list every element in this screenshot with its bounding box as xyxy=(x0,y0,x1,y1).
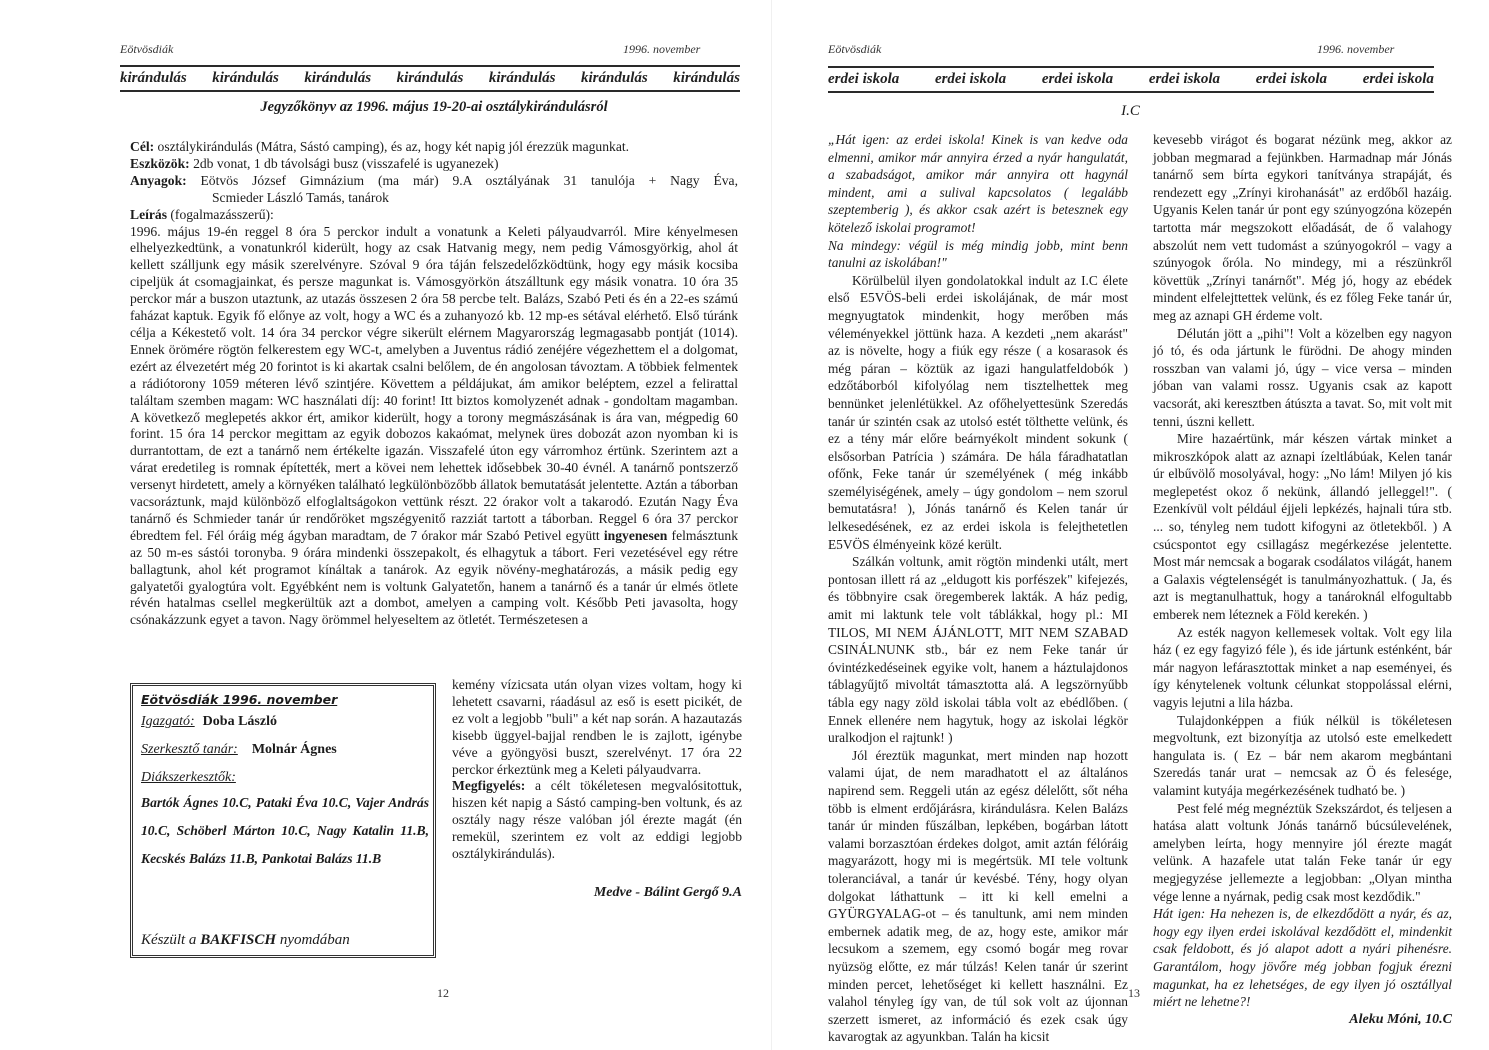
field-label: Eszközök: xyxy=(130,155,190,171)
field-leiras xyxy=(130,207,738,224)
role-label: Igazgató: xyxy=(141,714,195,729)
printer-credit xyxy=(141,932,350,949)
field-label: Cél: xyxy=(130,139,155,154)
banner-word: erdei iskola xyxy=(1148,71,1221,87)
article-column-1 xyxy=(828,131,1128,1046)
field-cel xyxy=(130,139,738,156)
banner-word: erdei iskola xyxy=(1041,71,1114,87)
role-label: Diákszerkesztők: xyxy=(141,770,236,785)
staff-student-editors xyxy=(141,769,429,787)
person-name: Molnár Ágnes xyxy=(251,742,337,757)
body-paragraph: Az esték nagyon kellemesek voltak. Volt egy lila ház ( ez egy fagyizó féle ), és ide jártunk esténként, bár már nagyon lefárasztottak minket a nap eseményei, és így kénytelenek voltunk célunkat stoppolással elérni, vagyis lejutni a lila házba. xyxy=(1153,624,1452,710)
section-banner xyxy=(828,66,1434,93)
running-head-date: 1996. november xyxy=(1317,42,1395,56)
body-paragraph: Jól éreztük magunkat, mert minden nap hozott valami újat, de nem maradhatott el az általános napirend sem. Reggeli után az egész délelőtt, sőt néha több is elment erdőjárásra, kirándulásra. Kelen Balázs tanár úr minden fűszálban, lepkében, bogárban látott valami borzasztóan érdekes dolgot, amit aztán félóráig magyarázott, hogy mi is megértsük. MI tele voltunk toleranciával, a tanár úr kevésbé. Tény, hogy olyan dolgokat láthattunk – itt ki kell emelni a GYÜRGYALAG-ot – és tanultunk, ami nem minden embernek adatik meg, de az, hogy este, amikor már lecsukom a szemem, egy csomó bogár meg rovar nyüzsög előtte, ez már túlzás! Kelen tanár úr szerint minden percet, lehetőséget ki kellett használni. Ez valahol tényleg így van, de túl sok volt az újonnan szerzett ismeret, az információ és ezek csak úgy kavarogtak az agyunkban. Talán ha kicsit xyxy=(828,747,1128,1045)
article-continuation xyxy=(452,677,742,901)
body-text: kemény vízicsata után olyan vizes voltam, hogy ki lehetett csavarni, ráadásul az eső is esett picikét, de ez volt a legjobb "buli" a két nap során. A hazautazás kisebb üggyel-bajjal rendben le is zajlott, igénybe véve a gyöngyösi buszt, szerelvényt. 17 óra 22 perckor érkeztünk meg a Keleti pályaudvarra. xyxy=(452,677,742,777)
intro-quote: Na mindegy: végül is még mindig jobb, mint benn tanulni az iskolában!" xyxy=(828,237,1128,271)
masthead-title: Eötvösdiák 1996. november xyxy=(141,692,338,707)
body-paragraph: Délután jött a „pihi"! Volt a közelben egy nagyon jó tó, és oda jártunk le fürödni. De ahogy minden rosszban van valami jó, úgy – vice versa – minden jóban van valami rossz. Ugyanis csak az kapott vacsorát, aki keresztben átúszta a tavat. So, mit volt mit tenni, úszni kellett. xyxy=(1153,325,1452,429)
field-value: (fogalmazásszerű): xyxy=(167,206,274,222)
banner-word: kirándulás xyxy=(581,70,648,86)
section-banner xyxy=(120,65,740,92)
masthead-box xyxy=(130,683,436,958)
field-eszkozok xyxy=(130,156,738,173)
body-emphasis: ingyenesen xyxy=(603,527,668,543)
banner-word: kirándulás xyxy=(488,70,556,86)
banner-word: erdei iskola xyxy=(828,71,900,87)
banner-word: kirándulás xyxy=(120,70,187,86)
author-signature: Medve - Bálint Gergő 9.A xyxy=(593,884,742,900)
banner-word: erdei iskola xyxy=(1362,71,1434,87)
role-label: Szerkesztő tanár: xyxy=(141,742,238,757)
running-head-date: 1996. november xyxy=(623,42,701,56)
banner-word: kirándulás xyxy=(304,70,372,86)
body-paragraph: Mire hazaértünk, már készen vártak minket a mikroszkópok alatt az aznapi ízeltlábúak, Kelen tanár úr elbűvölő mosolyával, hogy: „No lám! Milyen jó kis meglepetést okoz ő nekünk, állandó jelleggel!". ( Ezenkívül volt például éjjeli lepkézés, hajnali túra stb. ... so, tényleg nem tudott kifogyni az ötletekből. ) A csúcspontot egy csillagász megérkezése jelentette. Most már nemcsak a bogarak csodálatos világát, hanem a Galaxis végtelenségét is tanulmányozhattuk. ( Ja, és azt is megtanulhattuk, hogy a tanároknál elfogultabb emberek nem léteznek a Föld kerekén. ) xyxy=(1153,431,1452,623)
body-paragraph: kevesebb virágot és bogarat nézünk meg, akkor az jobban megmarad a fejünkben. Harmadnap már Jónás tanárnő sem bírta egykori tanítványa strapáját, és rendezett egy „Zrínyi kirohanását" az erdőből hazáig. Ugyanis Kelen tanár úr pont egy szúnyogzóna közepén tartotta már megszokott előadását, de ő valahogy abszolút nem vett tudomást a szúnyogokról – vagy a szúnyogok őróla. No mindegy, mi a részünkről követtük „Zrínyi tanárnőt". Még jó, hogy az ebédek mindent elfelejttettek velünk, és ez főleg Feke tanár úr, meg az aznapi GH érdeme volt. xyxy=(1153,132,1452,323)
body-text: felmásztunk az 50 m-es sástói toronyba. 9 órára mindenki összepakolt, és elhagytuk a tábort. Feri vezetésével egy rétre ballagtunk, ahol két programot kínáltak a tanárok. Az egyik növény-meghatározás, a másik pedig egy galyatetői gyalogtúra volt. Egyébként nem is voltunk Galyatetőn, hanem a tanárnő és a tanár úr elmés ötlete révén hatalmas csellel megkerültük azt a dombot, amelyen a camping volt. Később Peti javasolta, hogy csónakázzunk egyet a tavon. Nagy örömmel helyeseltem az ötletét. Természetesen a xyxy=(130,527,738,628)
article-report xyxy=(130,97,738,629)
field-value: 2db vonat, 1 db távolsági busz (visszafelé is ugyanezek) xyxy=(189,155,499,171)
field-anyagok-cont: Scmieder László Tamás, tanárok xyxy=(212,189,389,205)
body-paragraph: Pest felé még megnéztük Szekszárdot, és teljesen a hatása alatt voltunk Jónás tanárnő búcsúlevelének, amelyben leírta, hogy mennyire jól érezte magát velünk. A hazafele utat talán Feke tanár úr egy megjegyzése jellemezte a legjobban: „Olyan mintha vége lenne a nyárnak, pedig csak most kezdődik." xyxy=(1153,800,1452,904)
printer-suffix: nyomdában xyxy=(276,932,350,948)
banner-word: kirándulás xyxy=(396,70,464,86)
running-head-publication: Eötvösdiák xyxy=(120,42,174,56)
banner-word: erdei iskola xyxy=(934,71,1007,87)
field-value: Eötvös József Gimnázium (ma már) 9.A osztályának 31 tanulója + Nagy Éva, xyxy=(186,172,738,188)
printer-prefix: Készült a xyxy=(141,932,201,948)
field-value: a célt tökéletesen megvalósitottuk, hiszen két napig a Sástó camping-ben voltunk, és az osztály nagy része valóban jól érezte magát (én remekül, szerintem ez volt az eddigi legjobb osztálykirándulás). xyxy=(452,778,742,862)
body-paragraph: Tulajdonképpen a fiúk nélkül is tökéletesen megvoltunk, ezt bizonyítja az utolsó este emelkedett hangulata is. ( Ez – bár nem akarom megbántani Szeredás tanár urat – nemcsak az Ö és felesége, valamint kutyája megérkezésének tudható be. ) xyxy=(1153,712,1452,798)
right-page xyxy=(772,0,1489,1050)
field-megfigyeles xyxy=(452,778,742,863)
body-paragraph: Körülbelül ilyen gondolatokkal indult az I.C élete első E5VÖS-beli erdei iskolájának, de már most megnyugtatok mindenkit, hogy merőben más véleményekkel jöttünk haza. A kezdeti „nem akarást" az is növelte, hogy a fiúk egy része ( a kosarasok és még páran – köztük az igazi hangulatfeldobók ) edzőtáborból kifolyólag nem tisztelhettek meg bennünket jelenlétükkel. Az ofőhelyettesünk Szeredás tanár úr szintén csak az utolsó estét tölthette velünk, és ez a tény már előre beárnyékolt mindent sokunk ( elsősorban Patrícia ) számára. De hála fáradhatatlan ofőnk, Feke tanár úr személyének ( még inkább személyiségének, amely – úgy gondolom – nem szorul bemutatásra! ), Jónás tanárnő és Kelen tanár úr lelkesedésének, ez az erdei iskola is felejthetetlen E5VÖS élményeink közé került. xyxy=(828,272,1128,552)
running-head-publication: Eötvösdiák xyxy=(828,42,882,56)
article-column-2 xyxy=(1153,131,1452,1029)
banner-word: kirándulás xyxy=(212,70,279,86)
page-number: 13 xyxy=(1128,986,1140,1000)
page-number: 12 xyxy=(437,986,449,1000)
field-label: Leírás xyxy=(130,206,167,222)
field-label: Anyagok: xyxy=(130,172,187,188)
body-paragraph: Szálkán voltunk, amit rögtön mindenki utált, mert pontosan illett rá az „eldugott kis porfészek" kifejezés, és többnyire csak öregemberek lakták. A ház pedig, amit mi laktunk tele volt táblákkal, hogy pl.: MI TILOS, MI NEM ÁJÁNLOTT, MIT NEM SZABAD CSINÁLNUNK stb., bár ez nem Feke tanár úr óvintézkedéseinek egyike volt, hanem a háztulajdonos táblagyűjtő mivoltát támasztotta alá. A legszörnyűbb tábla egy nagy zöld iskolai tábla volt az ebédlőben. ( Ennek ellenére nem hagytuk, hogy az iskolai légkör uralkodjon el rajtunk! ) xyxy=(828,554,1128,746)
field-label: Megfigyelés: xyxy=(452,778,526,794)
article-title: Jegyzőkönyv az 1996. május 19-20-ai osztálykirándulásról xyxy=(260,99,608,115)
person-name: Doba László xyxy=(202,714,277,729)
printer-name: BAKFISCH xyxy=(200,932,277,948)
outro-quote: Hát igen: Ha nehezen is, de elkezdődött a nyár, és az, hogy egy ilyen erdei iskolával kezdődött el, mindenkit csak feldobott, és jó alapot adott a nyári pihenésre. Garantálom, hogy jövőre még jobban fogjuk érezni magunkat, ha ez lehetséges, de egy ilyen jó osztállyal miért ne lehetne?! xyxy=(1153,906,1452,1010)
field-value: osztálykirándulás (Mátra, Sástó camping), és az, hogy két napig jól érezzük magunkat. xyxy=(154,139,630,154)
article-title: I.C xyxy=(1121,103,1140,119)
student-editor-list: Bartók Ágnes 10.C, Pataki Éva 10.C, Vajer András 10.C, Schöberl Márton 10.C, Nagy Katalin 11.B, Kecskés Balázs 11.B, Pankotai Balázs 11.B xyxy=(141,795,429,866)
author-signature: Aleku Móni, 10.C xyxy=(1349,1011,1452,1027)
banner-word: erdei iskola xyxy=(1255,71,1327,87)
staff-director xyxy=(141,713,429,731)
intro-quote: „Hát igen: az erdei iskola! Kinek is van kedve oda elmenni, amikor már annyira érzed a nyár hangulatát, a szabadságot, amikor már annyira ott hagynál mindent, ami a sulival kapcsolatos ( legalább szeptemberig ), és akkor csak azért is betesznek egy kötelező iskolai programot! xyxy=(828,132,1128,235)
article-body xyxy=(130,224,738,630)
staff-editor xyxy=(141,741,429,759)
body-text: 1996. május 19-én reggel 8 óra 5 perckor indult a vonatunk a Keleti pályaudvarról. Mire kényelmesen elhelyezkedtünk, a vonatunkról kiderült, hogy az csak Hatvanig megy, nem pedig Vámosgyörkig, ahol át kellett szálljunk egy másik szerelvényre. Szóval 9 óra táján felszedelőzködtünk, hogy egy másik kocsiba cipeljük át csomagjainkat, és persze magunkat is. Vámosgyörkön átszálltunk egy másik vonatra. 10 óra 35 perckor már a buszon utaztunk, az utazás összesen 2 óra 58 percbe telt. Balázs, Szabó Peti és én a 22-es számú faházat kaptuk. Egyik fő előnye az volt, hogy a WC és a zuhanyozó kb. 12 mp-es sétával elérhető. Első túránk célja a Kékestető volt. 14 óra 34 perckor végre sikerült elérnem Magyarország legmagasabb pontját (1014). Ennek örömére rögtön felkerestem egy WC-t, amelyben a Juventus rádió zenéjére végezhettem el a dolgomat, ezért az élvezetért még 20 forintot is ki akartak csalni belőlem, de én angolosan távoztam. A többiek felmentek a rádiótorony 1059 méteren lévő szintjére. Követtem a példájukat, ám amikor beléptem, ezzel a felirattal találtam szemben magam: WC használati díj: 40 forint! Itt biztos komolyzenét adnak - gondoltam magamban. A következő meglepetés akkor ért, amikor kiderült, hogy a torony megmászásának is ára van, mégpedig 60 forint. 15 óra 14 perckor megittam az egyik dobozos kakaómat, melynek üres dobozát azon nyomban ki is durrantottam, de ezt a tanárnő nem értékelte igazán. Visszafelé úton egy várromhoz értünk. Szerintem azt a várat eredetileg is romnak építették, mert a kövei nem lehettek idősebbek 30-40 évnél. A tanárnő pontszerző versenyt hirdetett, amely a környéken található legkülönbözőbb állatok bemutatását jelentette. Aztán a táborban vacsoráztunk, majd különböző elfoglaltságokon vettünk részt. 22 órakor volt a takarodó. Ezután Nagy Éva tanárnő és Schmieder tanár úr rendőröket mgszégyenitő razziát tartott a táborban. Reggel 6 óra 37 perckor ébredtem fel. Fél óráig még ágyban maradtam, de 7 órakor már Szabó Petivel együtt xyxy=(130,223,738,543)
field-anyagok xyxy=(130,173,738,190)
banner-word: kirándulás xyxy=(673,70,740,86)
